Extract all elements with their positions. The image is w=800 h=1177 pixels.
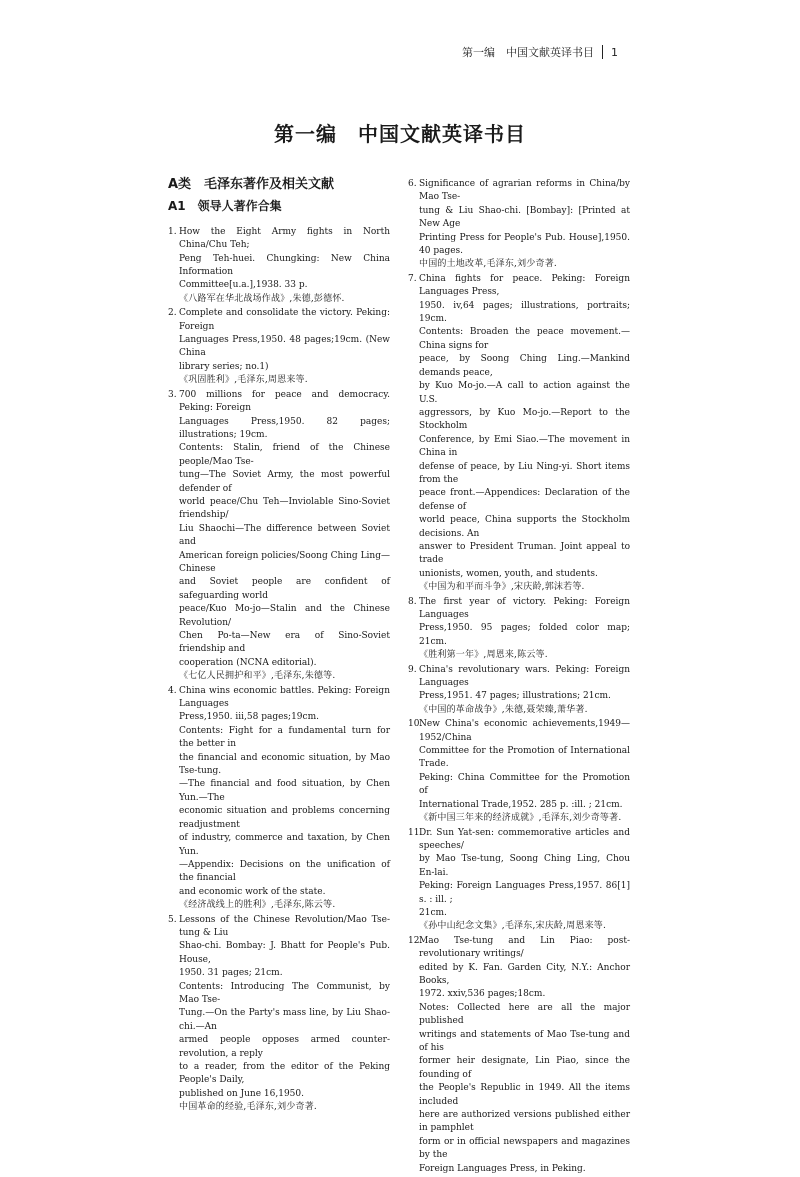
page-number: 1 bbox=[611, 46, 618, 59]
entry-line: Shao-chi. Bombay: J. Bhatt for People's Pub. House, bbox=[179, 941, 390, 965]
running-head-divider bbox=[602, 45, 603, 59]
bibliography-entry bbox=[408, 273, 630, 595]
bibliography-entry bbox=[408, 718, 630, 825]
entry-line: 21cm. bbox=[419, 907, 447, 918]
bibliography-entry bbox=[168, 914, 390, 1115]
entry-number: 5. bbox=[168, 914, 177, 925]
entry-line: Press,1950. iii,58 pages;19cm. bbox=[179, 712, 319, 723]
bibliography-entry bbox=[408, 827, 630, 934]
entry-chinese-title: 《八路军在华北战场作战》,朱德,彭德怀. bbox=[179, 293, 345, 304]
entry-line: —The financial and food situation, by Chen Yun.—The bbox=[179, 779, 390, 803]
entry-line: form or in official newspapers and magazines by the bbox=[419, 1136, 630, 1161]
running-head bbox=[462, 44, 618, 60]
bibliography-entry bbox=[168, 685, 390, 913]
entry-line: 700 millions for peace and democracy. Peking: Foreign bbox=[179, 389, 390, 414]
entry-line: Complete and consolidate the victory. Peking: Foreign bbox=[179, 308, 390, 332]
entry-line: world peace/Chu Teh—Inviolable Sino-Soviet friendship/ bbox=[179, 496, 390, 521]
entry-line: former heir designate, Lin Piao, since the founding of bbox=[419, 1056, 630, 1080]
entry-line: 1972. xxiv,536 pages;18cm. bbox=[419, 989, 546, 1000]
bibliography-entry bbox=[408, 596, 630, 663]
entry-line: —Appendix: Decisions on the unification of the financial bbox=[179, 859, 390, 884]
entry-line: China fights for peace. Peking: Foreign Languages Press, bbox=[419, 273, 630, 298]
entry-chinese-title: 《中国为和平而斗争》,宋庆龄,郭沫若等. bbox=[419, 582, 585, 593]
entry-line: Languages Press,1950. 48 pages;19cm. (New China bbox=[179, 335, 390, 359]
entry-line: aggressors, by Kuo Mo-jo.—Report to the Stockholm bbox=[419, 407, 630, 432]
entry-line: Press,1951. 47 pages; illustrations; 21cm. bbox=[419, 691, 611, 702]
entry-number: 1. bbox=[168, 226, 177, 237]
entry-number: 3. bbox=[168, 389, 177, 400]
entry-chinese-title: 《经济战线上的胜利》,毛泽东,陈云等. bbox=[179, 900, 336, 911]
entry-number: 8. bbox=[408, 596, 417, 607]
entry-number: 11. bbox=[408, 827, 423, 838]
entry-line: to a reader, from the editor of the Peking People's Daily, bbox=[179, 1062, 390, 1086]
entry-line: unionists, women, youth, and students. bbox=[419, 568, 598, 579]
entry-line: peace front.—Appendices: Declaration of the defense of bbox=[419, 488, 630, 512]
entry-line: of industry, commerce and taxation, by Chen Yun. bbox=[179, 833, 390, 857]
entry-line: published on June 16,1950. bbox=[179, 1088, 304, 1099]
entry-line: economic situation and problems concerning readjustment bbox=[179, 806, 390, 830]
entry-line: Peking: China Committee for the Promotion of bbox=[419, 772, 630, 797]
entry-line: The first year of victory. Peking: Foreign Languages bbox=[419, 596, 630, 620]
entry-line: the financial and economic situation, by Mao Tse-tung. bbox=[179, 752, 390, 777]
entry-line: Printing Press for People's Pub. House],1950. 40 pages. bbox=[419, 232, 630, 257]
sub-heading: A1 领导人著作合集 bbox=[168, 199, 282, 214]
entry-line: 1950. iv,64 pages; illustrations, portraits; 19cm. bbox=[419, 300, 630, 325]
entry-line: American foreign policies/Soong Ching Ling—Chinese bbox=[179, 550, 390, 574]
entry-chinese-title: 《孙中山纪念文集》,毛泽东,宋庆龄,周恩来等. bbox=[419, 921, 607, 932]
entry-line: New China's economic achievements,1949—1952/China bbox=[419, 719, 630, 743]
entry-chinese-title: 《胜利第一年》,周恩来,陈云等. bbox=[419, 650, 548, 661]
entry-chinese-title: 《新中国三年来的经济成就》,毛泽东,刘少奇等著. bbox=[419, 813, 622, 824]
right-entry-list bbox=[408, 178, 630, 1176]
entry-line: Dr. Sun Yat-sen: commemorative articles and speeches/ bbox=[419, 827, 630, 851]
entry-line: Committee for the Promotion of International Trade. bbox=[419, 746, 630, 770]
entry-line: Contents: Introducing The Communist, by Mao Tse- bbox=[179, 981, 390, 1005]
entry-line: and Soviet people are confident of safeguarding world bbox=[179, 577, 390, 601]
entry-line: library series; no.1) bbox=[179, 361, 269, 372]
entry-line: peace/Kuo Mo-jo—Stalin and the Chinese Revolution/ bbox=[179, 604, 390, 628]
left-entry-list bbox=[168, 226, 390, 1115]
entry-line: edited by K. Fan. Garden City, N.Y.: Anchor Books, bbox=[419, 962, 630, 986]
entry-line: Significance of agrarian reforms in China/by Mao Tse- bbox=[419, 179, 630, 203]
entry-line: Languages Press,1950. 82 pages; illustrations; 19cm. bbox=[179, 416, 390, 440]
entry-line: answer to President Truman. Joint appeal to trade bbox=[419, 541, 630, 566]
bibliography-entry bbox=[408, 178, 630, 272]
entry-line: and economic work of the state. bbox=[179, 886, 326, 897]
entry-line: How the Eight Army fights in North China/Chu Teh; bbox=[179, 226, 390, 251]
entry-chinese-title: 中国革命的经验,毛泽东,刘少奇著. bbox=[179, 1102, 317, 1113]
entry-line: armed people opposes armed counter-revolution, a reply bbox=[179, 1035, 390, 1059]
entry-line: writings and statements of Mao Tse-tung and of his bbox=[419, 1029, 630, 1053]
entry-line: Contents: Stalin, friend of the Chinese people/Mao Tse- bbox=[179, 443, 390, 467]
entry-number: 9. bbox=[408, 664, 417, 675]
entry-line: 1950. 31 pages; 21cm. bbox=[179, 968, 283, 979]
entry-line: Chen Po-ta—New era of Sino-Soviet friendship and bbox=[179, 631, 390, 655]
bibliography-entry bbox=[408, 664, 630, 718]
entry-line: Contents: Broaden the peace movement.—China signs for bbox=[419, 327, 630, 351]
entry-number: 12. bbox=[408, 935, 423, 946]
entry-line: by Mao Tse-tung, Soong Ching Ling, Chou En-lai. bbox=[419, 854, 630, 878]
entry-line: Liu Shaochi—The difference between Soviet and bbox=[179, 523, 390, 548]
entry-line: China wins economic battles. Peking: Foreign Languages bbox=[179, 685, 390, 710]
entry-chinese-title: 中国的土地改革,毛泽东,刘少奇著. bbox=[419, 259, 557, 270]
entry-number: 4. bbox=[168, 685, 177, 696]
entry-line: tung & Liu Shao-chi. [Bombay]: [Printed at New Age bbox=[419, 205, 630, 230]
entry-line: peace, by Soong Ching Ling.—Mankind demands peace, bbox=[419, 354, 630, 378]
entry-line: by Kuo Mo-jo.—A call to action against the U.S. bbox=[419, 381, 630, 405]
right-column bbox=[408, 178, 630, 1177]
bibliography-entry bbox=[408, 935, 630, 1176]
page-title: 第一编 中国文献英译书目 bbox=[274, 122, 526, 146]
entry-line: Contents: Fight for a fundamental turn for the better in bbox=[179, 725, 390, 750]
entry-line: defense of peace, by Liu Ning-yi. Short items from the bbox=[419, 461, 630, 485]
class-heading: A类 毛泽东著作及相关文献 bbox=[168, 177, 335, 192]
entry-number: 2. bbox=[168, 308, 177, 319]
entry-line: Committee[u.a.],1938. 33 p. bbox=[179, 280, 308, 291]
bibliography-entry bbox=[168, 389, 390, 684]
bibliography-entry bbox=[168, 307, 390, 387]
entry-line: here are authorized versions published either in pamphlet bbox=[419, 1110, 630, 1134]
entry-chinese-title: 《中国的革命战争》,朱德,聂荣臻,萧华著. bbox=[419, 704, 588, 715]
entry-line: China's revolutionary wars. Peking: Foreign Languages bbox=[419, 664, 630, 689]
entry-line: International Trade,1952. 285 p. :ill. ; 21cm. bbox=[419, 799, 623, 810]
entry-number: 6. bbox=[408, 179, 417, 189]
entry-line: world peace, China supports the Stockholm decisions. An bbox=[419, 515, 630, 539]
entry-line: Notes: Collected here are all the major published bbox=[419, 1002, 630, 1027]
entry-line: the People's Republic in 1949. All the items included bbox=[419, 1083, 630, 1107]
left-column bbox=[168, 178, 390, 1116]
entry-line: Mao Tse-tung and Lin Piao: post-revolutionary writings/ bbox=[419, 935, 630, 960]
entry-line: Tung.—On the Party's mass line, by Liu Shao-chi.—An bbox=[179, 1008, 390, 1032]
entry-line: Peking: Foreign Languages Press,1957. 86[1] s. : ill. ; bbox=[419, 881, 630, 905]
entry-line: Lessons of the Chinese Revolution/Mao Tse-tung & Liu bbox=[179, 914, 390, 938]
entry-line: Peng Teh-huei. Chungking: New China Information bbox=[179, 253, 390, 278]
entry-line: Foreign Languages Press, in Peking. bbox=[419, 1163, 586, 1174]
entry-line: Press,1950. 95 pages; folded color map; 21cm. bbox=[419, 623, 630, 647]
bibliography-entry bbox=[168, 226, 390, 306]
entry-number: 7. bbox=[408, 273, 417, 284]
entry-line: cooperation (NCNA editorial). bbox=[179, 657, 317, 668]
entry-chinese-title: 《巩固胜利》,毛泽东,周恩来等. bbox=[179, 375, 308, 386]
entry-line: Conference, by Emi Siao.—The movement in China in bbox=[419, 434, 630, 459]
entry-line: tung—The Soviet Army, the most powerful defender of bbox=[179, 470, 390, 494]
entry-number: 10. bbox=[408, 719, 423, 730]
running-head-text: 第一编 中国文献英译书目 bbox=[462, 46, 594, 59]
entry-chinese-title: 《七亿人民拥护和平》,毛泽东,朱德等. bbox=[179, 671, 336, 682]
